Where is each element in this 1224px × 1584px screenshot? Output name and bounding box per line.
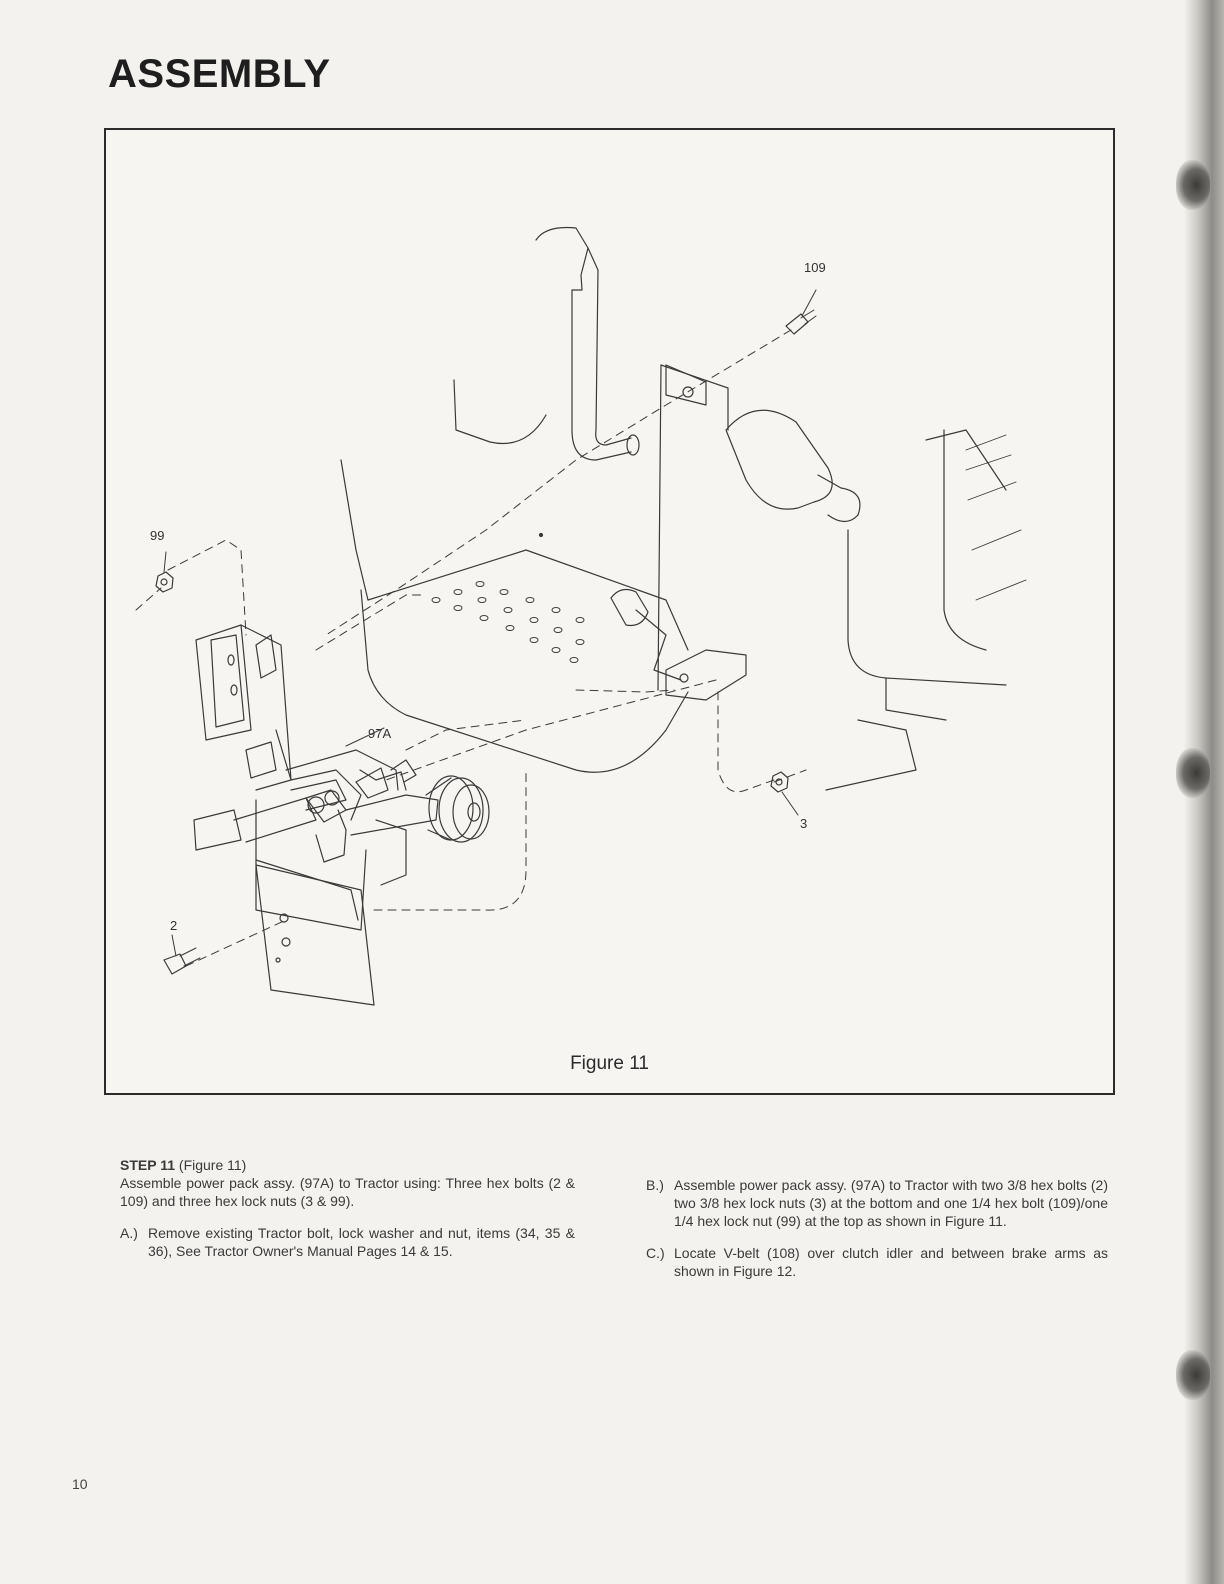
- item-marker: A.): [120, 1225, 138, 1241]
- step-figure-ref: (Figure 11): [178, 1157, 247, 1173]
- hood-top: [926, 430, 1006, 490]
- exploded-view-illustration: [106, 130, 1113, 1093]
- page-number: 10: [72, 1476, 88, 1492]
- instructions-right-column: [646, 1176, 1108, 1280]
- instruction-item-b: [646, 1176, 1108, 1230]
- hex-nut-99: [156, 572, 173, 592]
- page-title: ASSEMBLY: [108, 52, 331, 96]
- instructions-left-column: [120, 1156, 575, 1260]
- item-text: Locate V-belt (108) over clutch idler and between brake arms as shown in Figure 12.: [674, 1245, 1108, 1279]
- binder-hole: [1176, 160, 1210, 210]
- frame-lower: [886, 678, 946, 720]
- fender-outline: [454, 380, 546, 443]
- binder-hole: [1176, 1350, 1210, 1400]
- part-label-99: 99: [150, 528, 165, 543]
- hex-bolt-2: [164, 948, 200, 974]
- item-text: Remove existing Tractor bolt, lock washer and nut, items (34, 35 & 36), See Tractor Owner's Manual Pages 14 & 15.: [148, 1225, 575, 1259]
- frame-edge: [341, 460, 368, 600]
- side-panel-edge: [658, 365, 661, 690]
- side-panel-top: [661, 365, 728, 430]
- part-label-97a: 97A: [368, 726, 392, 741]
- hood-front: [944, 430, 986, 650]
- part-label-109: 109: [804, 260, 826, 275]
- lift-lever: [536, 228, 631, 461]
- alignment-lines: [136, 330, 806, 966]
- leader-99: [164, 552, 166, 572]
- item-text: Assemble power pack assy. (97A) to Tractor with two 3/8 hex bolts (2) two 3/8 hex lock nuts (3) at the bottom and one 1/4 hex bolt (109)/one 1/4 hex lock nut (99) at the top as shown in Figure 11.: [674, 1177, 1108, 1229]
- step-heading: [120, 1156, 575, 1174]
- figure-caption: Figure 11: [570, 1053, 649, 1074]
- frame-rail: [848, 530, 1006, 685]
- detail-dot: [540, 534, 543, 537]
- item-marker: C.): [646, 1245, 665, 1261]
- lift-lever-edge: [588, 248, 631, 445]
- part-label-2: 2: [170, 918, 178, 933]
- footrest-holes: [432, 582, 584, 663]
- binder-hole: [1176, 748, 1210, 798]
- step-label: STEP 11: [120, 1157, 176, 1173]
- muffler: [726, 410, 832, 509]
- axle-housing: [826, 720, 916, 790]
- instruction-item-a: [120, 1224, 575, 1260]
- step-intro: Assemble power pack assy. (97A) to Tractor using: Three hex bolts (2 & 109) and three hex lock nuts (3 & 99).: [120, 1175, 575, 1209]
- lower-bracket: [666, 650, 746, 700]
- leader-2: [172, 935, 176, 956]
- footrest-top-edge: [368, 550, 688, 650]
- lever-pivot: [627, 435, 639, 455]
- part-label-3: 3: [800, 816, 808, 831]
- brake-pedal-pad: [611, 590, 648, 626]
- hood-grille: [966, 435, 1026, 600]
- footrest-plate: [361, 590, 688, 772]
- item-marker: B.): [646, 1177, 664, 1193]
- power-pack-97a: [194, 625, 489, 1005]
- instruction-item-c: [646, 1244, 1108, 1280]
- leader-109: [802, 290, 816, 316]
- figure-11: [104, 128, 1115, 1095]
- leader-3: [782, 792, 798, 815]
